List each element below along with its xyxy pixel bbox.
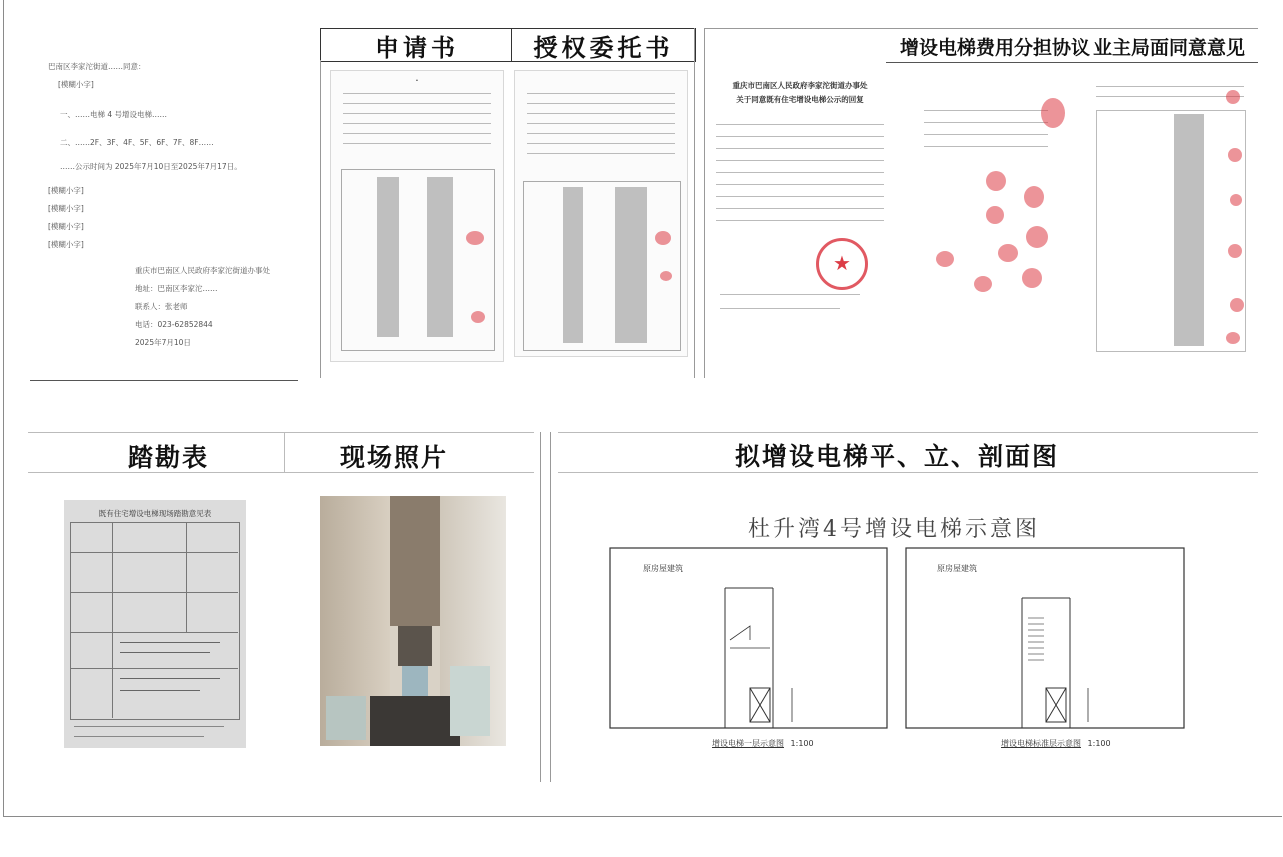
notice-line: [模糊小字] (48, 222, 84, 231)
notice-line: [模糊小字] (48, 204, 84, 213)
header-application: 申请书 (320, 28, 514, 62)
notice-line: 巴南区李家沱街道……同意： (48, 62, 146, 71)
notice-line: [模糊小字] (58, 80, 94, 89)
header-line (704, 28, 1258, 29)
reply-letter (712, 80, 888, 320)
reply-title: 关于同意既有住宅增设电梯公示的回复 (736, 95, 864, 104)
notice-underline (30, 380, 298, 381)
section-vline (540, 432, 541, 782)
owner-consent-document (1090, 76, 1250, 358)
notice-line: 一、……电梯 4 号增设电梯…… (60, 110, 168, 119)
header-owner-consent: 业主局面同意意见 (1093, 37, 1246, 59)
standard-floor-plan (906, 548, 1184, 728)
notice-line: ……公示时间为 2025年7月10日至2025年7月17日。 (60, 162, 242, 171)
survey-form-document (64, 500, 246, 748)
official-seal-icon: ★ (816, 238, 868, 290)
section-vline (694, 28, 695, 378)
notice-line: [模糊小字] (48, 186, 84, 195)
section-vline (550, 432, 551, 782)
ground-floor-plan (610, 548, 887, 728)
section-vline (320, 60, 321, 378)
notice-line: [模糊小字] (48, 240, 84, 249)
photo-section-title: 现场照片 (340, 443, 449, 472)
notice-line: 二、……2F、3F、4F、5F、6F、7F、8F…… (60, 138, 214, 147)
right-building-label: 原房屋建筑 (937, 564, 977, 573)
bottom-header-line (28, 432, 534, 433)
header-cost-agreement: 增设电梯费用分担协议 (900, 37, 1091, 59)
header-authorization: 授权委托书 (511, 28, 696, 62)
diagram-title: 杜升湾4号增设电梯示意图 (748, 517, 1040, 542)
left-building-label: 原房屋建筑 (643, 564, 683, 573)
bottom-header-line (558, 432, 1258, 433)
public-notice (48, 58, 293, 248)
reply-title: 重庆市巴南区人民政府李家沱街道办事处 (732, 81, 868, 90)
left-caption: 增设电梯一层示意图 1:100 (712, 739, 814, 748)
authorization-document (514, 70, 688, 357)
header-line (886, 62, 1258, 63)
bottom-header-line (28, 472, 534, 473)
drawings-section-title: 拟增设电梯平、立、剖面图 (735, 442, 1060, 471)
survey-form-title: 既有住宅增设电梯现场踏勘意见表 (98, 509, 212, 518)
site-photo (320, 496, 506, 746)
section-vline (284, 432, 285, 472)
right-caption: 增设电梯标准层示意图 1:100 (1001, 739, 1111, 748)
section-vline (704, 28, 705, 378)
elevator-plan-drawing (600, 540, 1190, 760)
cost-agreement-document (906, 76, 1066, 346)
survey-section-title: 踏勘表 (128, 443, 210, 472)
application-document: · (330, 70, 504, 362)
